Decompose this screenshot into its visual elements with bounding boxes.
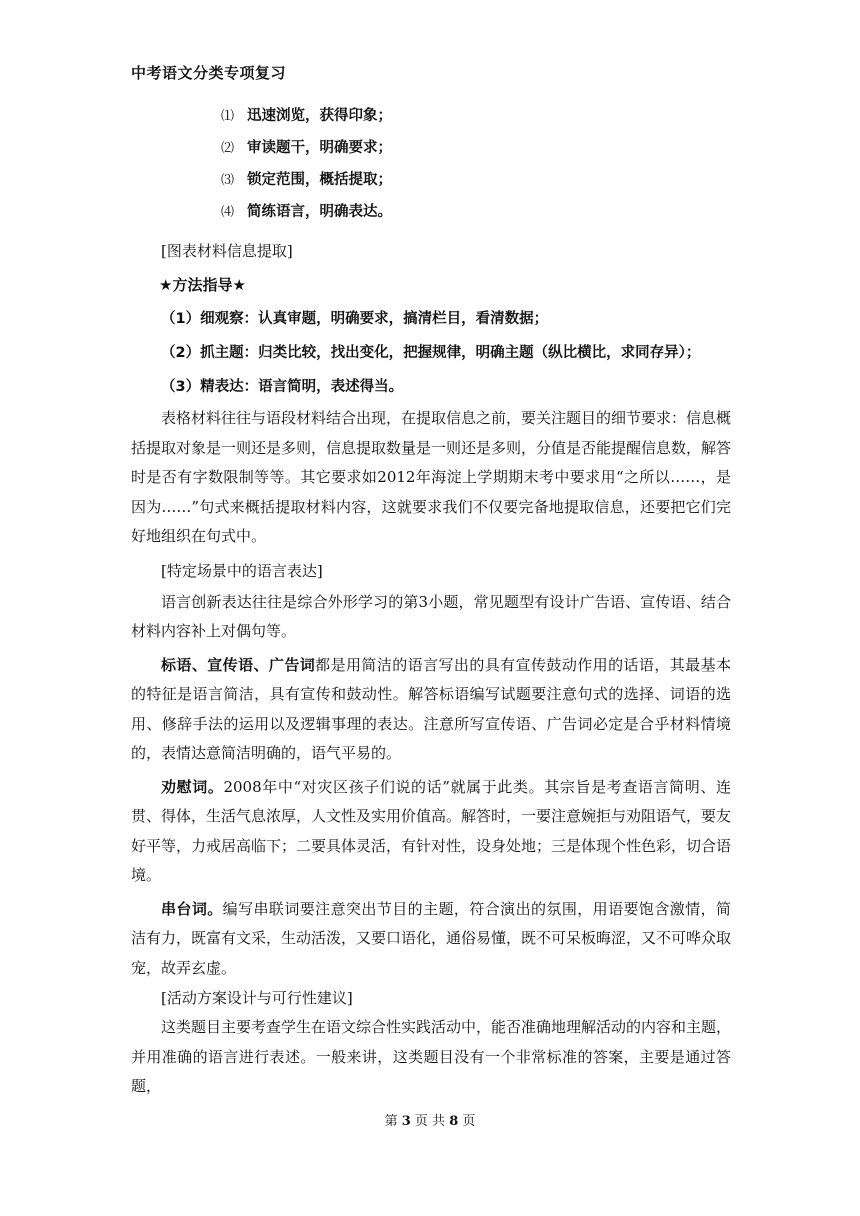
step-item — [131, 100, 731, 132]
step-text: 锁定范围，概括提取； — [247, 172, 392, 188]
step-number: ⑶ — [221, 173, 235, 188]
step-text: 简练语言，明确表达。 — [247, 204, 392, 220]
paragraph-host-words — [131, 895, 731, 984]
step-number: ⑵ — [221, 141, 235, 156]
step-text: 审读题干，明确要求； — [247, 140, 392, 156]
section-heading-chart-info: [图表材料信息提取] — [161, 242, 293, 260]
page-content — [131, 100, 731, 1102]
comfort-text: 2008年中“对灾区孩子们说的话”就属于此类。其宗旨是考查语言简明、连贯、得体，生活气息浓厚，人文性及实用价值高。解答时，一要注意婉拒与劝阻语气，要友好平等，力戒居高临下；二要具体灵活，有针对性，设身处地；三是体现个性色彩，切合语境。 — [131, 777, 732, 884]
step-item — [131, 196, 731, 228]
step-number: ⑷ — [221, 205, 235, 220]
method-guide-title: ★方法指导★ — [159, 276, 246, 294]
document-header: 中考语文分类专项复习 — [131, 64, 287, 82]
step-text: 迅速浏览，获得印象； — [247, 108, 392, 124]
current-page-number: 3 — [401, 1114, 411, 1129]
paragraph-activity-plan: 这类题目主要考查学生在语文综合性实践活动中，能否准确地理解活动的内容和主题，并用准确的语言进行表述。一般来讲，这类题目没有一个非常标准的答案，主要是通过答题， — [131, 1018, 732, 1095]
term-host-words: 串台词。 — [161, 899, 223, 918]
total-page-number: 8 — [449, 1114, 459, 1129]
host-text: 编写串联词要注意突出节目的主题，符合演出的氛围，用语要饱含激情，简洁有力，既富有文采，生动活泼，又要口语化，通俗易懂，既不可呆板晦涩，又不可哗众取宠，故弄玄虚。 — [131, 899, 732, 977]
step-item — [131, 164, 731, 196]
term-comfort-words: 劝慰词。 — [161, 777, 224, 796]
paragraph-table-material: 表格材料往往与语段材料结合出现，在提取信息之前，要关注题目的细节要求：信息概括提取对象是一则还是多则，信息提取数量是一则还是多则，分值是否能提醒信息数，解答时是否有字数限制等等。其它要求如2012年海淀上学期期末考中要求用“之所以……，是因为……”句式来概括提取材料内容，这就要求我们不仅要完备地提取信息，还要把它们完好地组织在句式中。 — [131, 409, 732, 545]
step-item — [131, 132, 731, 164]
step-number: ⑴ — [221, 109, 235, 124]
method-point: （2）抓主题：归类比较，找出变化，把握规律，明确主题（纵比横比，求同存异）； — [161, 345, 701, 361]
paragraph-comfort-words — [131, 773, 731, 891]
paragraph-language-innovation: 语言创新表达往往是综合外形学习的第3小题，常见题型有设计广告语、宣传语、结合材料内容补上对偶句等。 — [131, 592, 731, 640]
page-footer: 第 3 页 共 8 页 — [384, 1114, 476, 1129]
section-heading-scene-expression: [特定场景中的语言表达] — [161, 561, 323, 580]
method-point: （1）细观察：认真审题，明确要求，搞清栏目，看清数据； — [161, 311, 549, 327]
section-heading-activity-plan: [活动方案设计与可行性建议] — [161, 989, 353, 1007]
term-slogans: 标语、宣传语、广告词 — [161, 655, 316, 674]
slogan-text: 都是用简洁的语言写出的具有宣传鼓动作用的话语，其最基本的特征是语言简洁，具有宣传和鼓动性。解答标语编写试题要注意句式的选择、词语的选用、修辞手法的运用以及逻辑事理的表达。注意所写宣传语、广告词必定是合乎材料情境的，表情达意简洁明确的，语气平易的。 — [131, 655, 731, 762]
paragraph-slogans — [131, 651, 731, 769]
method-point: （3）精表达：语言简明，表述得当。 — [161, 379, 404, 395]
